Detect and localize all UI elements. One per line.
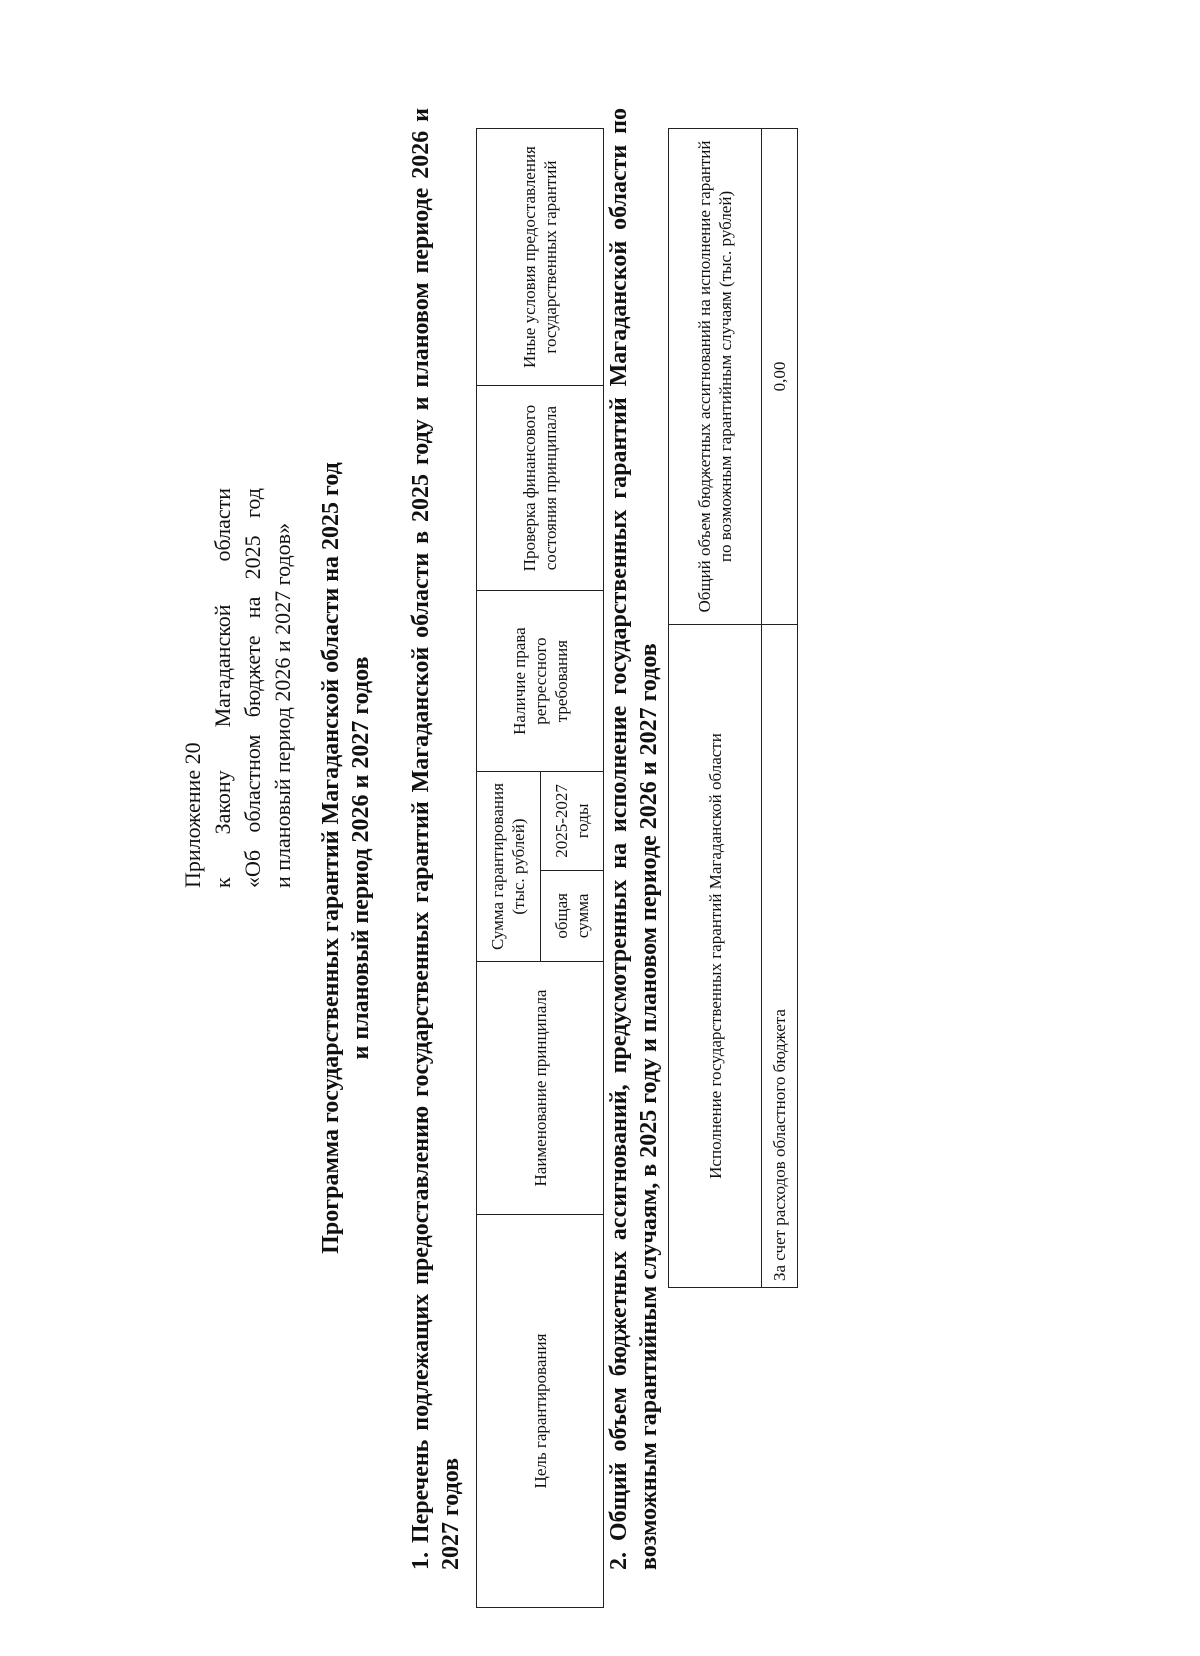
header-check: Проверка финансового состояния принципала	[477, 386, 604, 591]
table-header-row	[669, 129, 762, 1288]
row-value: 0,00	[762, 129, 798, 625]
appendix-law-title: «Об областном бюджете на 2025 год	[240, 488, 265, 888]
section-2-title-text: 2. Общий объем бюджетных ассигнований, предусмотренных на исполнение государственных гарантий Магаданской области по возможным гарантийным случаям, в 2025 году и плановом периоде 2026 и 2027 годов	[606, 108, 662, 1570]
table-row	[762, 129, 798, 1288]
appendix-number: Приложение 20	[180, 742, 205, 888]
allocations-table	[668, 128, 798, 1288]
section-2-title	[604, 108, 664, 1608]
header-sum: Сумма гарантирования (тыс. рублей)	[477, 772, 541, 962]
rotated-page	[168, 108, 868, 1608]
header-volume: Общий объем бюджетных ассигнований на исполнение гарантий по возможным гарантийным случаям (тыс. рублей)	[669, 129, 762, 625]
header-other: Иные условия предоставления государственных гарантий	[477, 129, 604, 386]
header-principal: Наименование принципала	[477, 962, 604, 1215]
section-1-title-text: 1. Перечень подлежащих предоставлению государственных гарантий Магаданской области в 2025 году и плановом периоде 2026 и 2027 годов	[408, 108, 464, 1570]
table-header-row	[477, 129, 541, 1608]
appendix-law-ref: к Закону Магаданской области	[210, 488, 235, 888]
header-execution: Исполнение государственных гарантий Магаданской области	[669, 625, 762, 1288]
header-regress: Наличие права регрессного требования	[477, 591, 604, 772]
appendix-law-period: и плановый период 2026 и 2027 годов»	[270, 522, 295, 888]
program-title-line1: Программа государственных гарантий Магаданской области на 2025 год	[318, 462, 344, 1254]
program-title-line2: и плановый период 2026 и 2027 годов	[348, 656, 374, 1060]
guarantees-list-table	[476, 128, 604, 1608]
section-1-title	[406, 108, 466, 1608]
header-sum-total: общая сумма	[540, 870, 604, 961]
appendix-header	[178, 488, 298, 888]
header-sum-years: 2025-2027 годы	[540, 772, 604, 871]
header-goal: Цель гарантирования	[477, 1215, 604, 1608]
program-title	[316, 108, 376, 1608]
row-label: За счет расходов областного бюджета	[762, 625, 798, 1288]
